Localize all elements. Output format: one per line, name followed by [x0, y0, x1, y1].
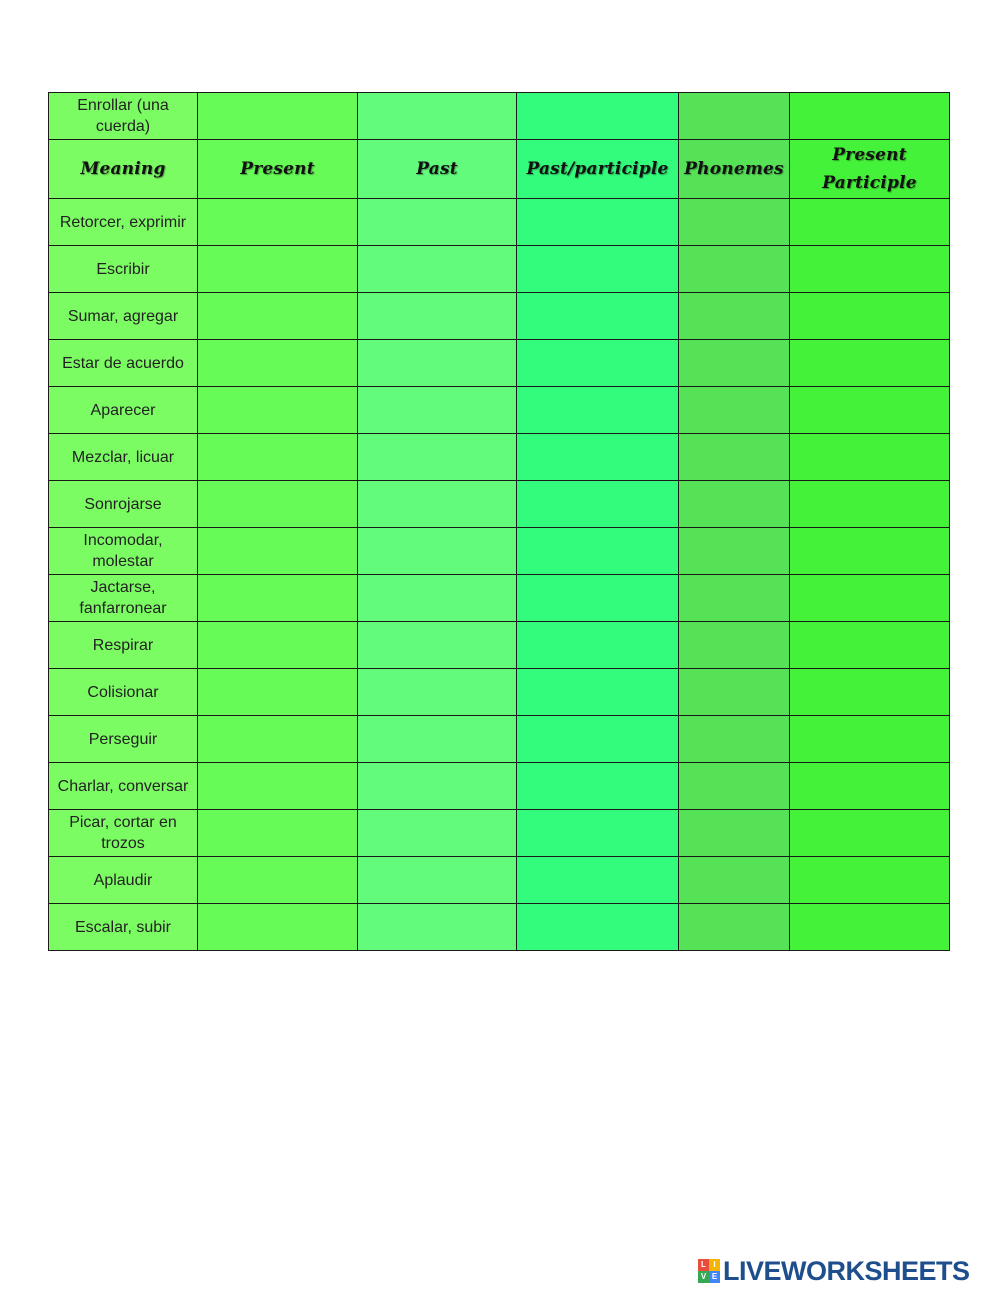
past-answer-cell[interactable]: [358, 293, 517, 340]
past-answer-cell[interactable]: [358, 246, 517, 293]
phonemes-answer-cell[interactable]: [679, 199, 790, 246]
past-participle-answer-cell[interactable]: [517, 669, 679, 716]
present-participle-answer-cell[interactable]: [790, 481, 950, 528]
phonemes-answer-cell[interactable]: [679, 716, 790, 763]
past-answer-cell[interactable]: [358, 481, 517, 528]
present-participle-answer-cell[interactable]: [790, 293, 950, 340]
past-participle-answer-cell[interactable]: [517, 481, 679, 528]
table-row: [49, 857, 950, 904]
present-answer-cell[interactable]: [198, 93, 358, 140]
present-answer-cell[interactable]: [198, 199, 358, 246]
logo-letter: I: [709, 1259, 720, 1271]
past-participle-answer-cell[interactable]: [517, 340, 679, 387]
present-answer-cell[interactable]: [198, 340, 358, 387]
past-participle-answer-cell[interactable]: [517, 904, 679, 951]
meaning-cell: Respirar: [49, 622, 198, 669]
past-participle-answer-cell[interactable]: [517, 93, 679, 140]
phonemes-answer-cell[interactable]: [679, 293, 790, 340]
present-answer-cell[interactable]: [198, 810, 358, 857]
column-header-past-participle: Past/participle: [517, 140, 679, 199]
table-row: [49, 93, 950, 140]
present-answer-cell[interactable]: [198, 293, 358, 340]
meaning-cell: Sonrojarse: [49, 481, 198, 528]
present-participle-answer-cell[interactable]: [790, 857, 950, 904]
table-row: [49, 575, 950, 622]
logo-letter: E: [709, 1271, 720, 1283]
past-participle-answer-cell[interactable]: [517, 810, 679, 857]
table-row: [49, 340, 950, 387]
phonemes-answer-cell[interactable]: [679, 763, 790, 810]
past-participle-answer-cell[interactable]: [517, 857, 679, 904]
present-answer-cell[interactable]: [198, 857, 358, 904]
present-answer-cell[interactable]: [198, 575, 358, 622]
table-row: [49, 622, 950, 669]
meaning-cell: Escalar, subir: [49, 904, 198, 951]
present-answer-cell[interactable]: [198, 622, 358, 669]
past-answer-cell[interactable]: [358, 810, 517, 857]
phonemes-answer-cell[interactable]: [679, 387, 790, 434]
table-row: [49, 763, 950, 810]
present-participle-answer-cell[interactable]: [790, 810, 950, 857]
column-header-past: Past: [358, 140, 517, 199]
phonemes-answer-cell[interactable]: [679, 434, 790, 481]
phonemes-answer-cell[interactable]: [679, 481, 790, 528]
verb-rows: [49, 199, 950, 951]
present-answer-cell[interactable]: [198, 763, 358, 810]
phonemes-answer-cell[interactable]: [679, 622, 790, 669]
past-answer-cell[interactable]: [358, 575, 517, 622]
table-row: [49, 434, 950, 481]
meaning-cell: Incomodar, molestar: [49, 528, 198, 575]
past-participle-answer-cell[interactable]: [517, 434, 679, 481]
present-participle-answer-cell[interactable]: [790, 340, 950, 387]
past-answer-cell[interactable]: [358, 199, 517, 246]
column-header-present-participle: Present Participle: [790, 140, 950, 199]
column-header-phonemes: Phonemes: [679, 140, 790, 199]
present-answer-cell[interactable]: [198, 387, 358, 434]
meaning-cell: Aparecer: [49, 387, 198, 434]
table-row: [49, 669, 950, 716]
present-answer-cell[interactable]: [198, 434, 358, 481]
verb-table: [48, 92, 950, 951]
meaning-cell: Retorcer, exprimir: [49, 199, 198, 246]
liveworksheets-mark-icon: [698, 1259, 720, 1283]
meaning-cell: Escribir: [49, 246, 198, 293]
meaning-cell: Perseguir: [49, 716, 198, 763]
meaning-cell: Jactarse, fanfarronear: [49, 575, 198, 622]
present-participle-answer-cell[interactable]: [790, 528, 950, 575]
past-answer-cell[interactable]: [358, 669, 517, 716]
present-participle-answer-cell[interactable]: [790, 622, 950, 669]
present-participle-answer-cell[interactable]: [790, 763, 950, 810]
meaning-cell: Estar de acuerdo: [49, 340, 198, 387]
meaning-cell: Charlar, conversar: [49, 763, 198, 810]
table-row: [49, 387, 950, 434]
past-participle-answer-cell[interactable]: [517, 293, 679, 340]
past-answer-cell[interactable]: [358, 763, 517, 810]
phonemes-answer-cell[interactable]: [679, 246, 790, 293]
phonemes-answer-cell[interactable]: [679, 93, 790, 140]
header-row: [49, 140, 950, 199]
phonemes-answer-cell[interactable]: [679, 810, 790, 857]
meaning-cell: Enrollar (una cuerda): [49, 93, 198, 140]
table-row: [49, 293, 950, 340]
table-row: [49, 716, 950, 763]
past-participle-answer-cell[interactable]: [517, 716, 679, 763]
present-answer-cell[interactable]: [198, 481, 358, 528]
present-participle-answer-cell[interactable]: [790, 387, 950, 434]
column-header-meaning: Meaning: [49, 140, 198, 199]
table-row: [49, 199, 950, 246]
past-participle-answer-cell[interactable]: [517, 575, 679, 622]
present-answer-cell[interactable]: [198, 246, 358, 293]
meaning-cell: Sumar, agregar: [49, 293, 198, 340]
phonemes-answer-cell[interactable]: [679, 669, 790, 716]
present-answer-cell[interactable]: [198, 904, 358, 951]
meaning-cell: Aplaudir: [49, 857, 198, 904]
present-participle-answer-cell[interactable]: [790, 669, 950, 716]
table-row: [49, 246, 950, 293]
table-row: [49, 528, 950, 575]
column-header-present: Present: [198, 140, 358, 199]
present-answer-cell[interactable]: [198, 528, 358, 575]
present-participle-answer-cell[interactable]: [790, 434, 950, 481]
phonemes-answer-cell[interactable]: [679, 528, 790, 575]
logo-letter: V: [698, 1271, 709, 1283]
present-answer-cell[interactable]: [198, 716, 358, 763]
liveworksheets-logo: [698, 1256, 970, 1286]
present-participle-answer-cell[interactable]: [790, 246, 950, 293]
past-answer-cell[interactable]: [358, 528, 517, 575]
present-answer-cell[interactable]: [198, 669, 358, 716]
phonemes-answer-cell[interactable]: [679, 575, 790, 622]
past-answer-cell[interactable]: [358, 340, 517, 387]
phonemes-answer-cell[interactable]: [679, 857, 790, 904]
past-participle-answer-cell[interactable]: [517, 246, 679, 293]
past-answer-cell[interactable]: [358, 857, 517, 904]
brand-name: LIVEWORKSHEETS: [723, 1255, 970, 1286]
present-participle-answer-cell[interactable]: [790, 904, 950, 951]
past-participle-answer-cell[interactable]: [517, 387, 679, 434]
past-participle-answer-cell[interactable]: [517, 622, 679, 669]
present-participle-answer-cell[interactable]: [790, 199, 950, 246]
table-row: [49, 481, 950, 528]
past-participle-answer-cell[interactable]: [517, 528, 679, 575]
meaning-cell: Picar, cortar en trozos: [49, 810, 198, 857]
past-answer-cell[interactable]: [358, 622, 517, 669]
present-participle-answer-cell[interactable]: [790, 575, 950, 622]
table-row: [49, 904, 950, 951]
table-row: [49, 810, 950, 857]
past-participle-answer-cell[interactable]: [517, 199, 679, 246]
phonemes-answer-cell[interactable]: [679, 340, 790, 387]
past-answer-cell[interactable]: [358, 93, 517, 140]
past-answer-cell[interactable]: [358, 387, 517, 434]
past-participle-answer-cell[interactable]: [517, 763, 679, 810]
past-answer-cell[interactable]: [358, 434, 517, 481]
logo-letter: L: [698, 1259, 709, 1271]
phonemes-answer-cell[interactable]: [679, 904, 790, 951]
past-answer-cell[interactable]: [358, 716, 517, 763]
meaning-cell: Colisionar: [49, 669, 198, 716]
present-participle-answer-cell[interactable]: [790, 716, 950, 763]
present-participle-answer-cell[interactable]: [790, 93, 950, 140]
meaning-cell: Mezclar, licuar: [49, 434, 198, 481]
past-answer-cell[interactable]: [358, 904, 517, 951]
